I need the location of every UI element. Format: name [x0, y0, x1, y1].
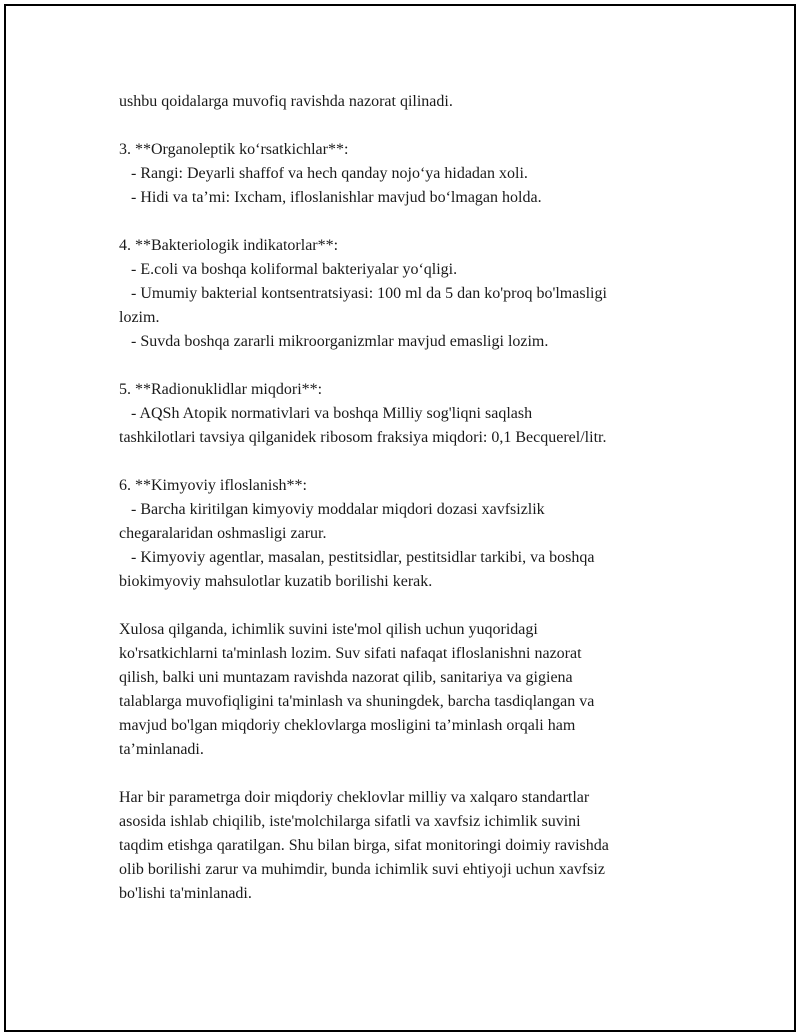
- list-item-continuation: chegaralaridan oshmasligi zarur.: [119, 525, 327, 542]
- section-heading: 6. **Kimyoviy ifloslanish**:: [119, 477, 307, 494]
- list-item: - Barcha kiritilgan kimyoviy moddalar miqdori dozasi xavfsizlik: [119, 501, 545, 518]
- text-line: asosida ishlab chiqilib, iste'molchilarga sifatli va xavfsiz ichimlik suvini: [119, 813, 581, 830]
- list-item: - AQSh Atopik normativlari va boshqa Milliy sog'liqni saqlash: [119, 405, 533, 422]
- section-heading: 4. **Bakteriologik indikatorlar**:: [119, 237, 339, 254]
- list-item: - Kimyoviy agentlar, masalan, pestitsidlar, pestitsidlar tarkibi, va boshqa: [119, 549, 595, 566]
- list-item-continuation: lozim.: [119, 309, 160, 326]
- text-line: taqdim etishga qaratilgan. Shu bilan birga, sifat monitoringi doimiy ravishda: [119, 837, 609, 854]
- list-item: - Hidi va ta’mi: Ixcham, ifloslanishlar mavjud bo‘lmagan holda.: [119, 189, 542, 206]
- paragraph-intro-tail: [119, 90, 699, 114]
- text-line: Har bir parametrga doir miqdoriy cheklovlar milliy va xalqaro standartlar: [119, 789, 590, 806]
- text-line: qilish, balki uni muntazam ravishda nazorat qilib, sanitariya va gigiena: [119, 669, 573, 686]
- list-item-continuation: biokimyoviy mahsulotlar kuzatib borilishi kerak.: [119, 573, 433, 590]
- text-line: olib borilishi zarur va muhimdir, bunda ichimlik suvi ehtiyoji uchun xavfsiz: [119, 861, 605, 878]
- text-line: bo'lishi ta'minlanadi.: [119, 885, 252, 902]
- list-item: - Suvda boshqa zararli mikroorganizmlar mavjud emasligi lozim.: [119, 333, 549, 350]
- paragraph-spacer: [119, 762, 699, 786]
- document-page: [4, 4, 796, 1032]
- paragraph-spacer: [119, 594, 699, 618]
- document-body: [119, 90, 699, 906]
- text-line: talablarga muvofiqligini ta'minlash va shuningdek, barcha tasdiqlangan va: [119, 693, 595, 710]
- list-item: - Umumiy bakterial kontsentratsiyasi: 100 ml da 5 dan ko'proq bo'lmasligi: [119, 285, 607, 302]
- section-3-organoleptic: [119, 138, 699, 210]
- paragraph-spacer: [119, 210, 699, 234]
- text-line: ko'rsatkichlarni ta'minlash lozim. Suv sifati nafaqat ifloslanishni nazorat: [119, 645, 582, 662]
- section-heading: 5. **Radionuklidlar miqdori**:: [119, 381, 323, 398]
- paragraph-spacer: [119, 450, 699, 474]
- text-line: ushbu qoidalarga muvofiq ravishda nazorat qilinadi.: [119, 93, 453, 110]
- text-line: ta’minlanadi.: [119, 741, 204, 758]
- section-6-chemical: [119, 474, 699, 594]
- paragraph-spacer: [119, 114, 699, 138]
- paragraph-final: [119, 786, 699, 906]
- text-line: Xulosa qilganda, ichimlik suvini iste'mol qilish uchun yuqoridagi: [119, 621, 538, 638]
- paragraph-spacer: [119, 354, 699, 378]
- paragraph-conclusion: [119, 618, 699, 762]
- list-item: - E.coli va boshqa koliformal bakteriyalar yo‘qligi.: [119, 261, 458, 278]
- section-heading: 3. **Organoleptik ko‘rsatkichlar**:: [119, 141, 349, 158]
- section-5-radionuclides: [119, 378, 699, 450]
- list-item: - Rangi: Deyarli shaffof va hech qanday nojo‘ya hidadan xoli.: [119, 165, 528, 182]
- section-4-bacteriological: [119, 234, 699, 354]
- list-item-continuation: tashkilotlari tavsiya qilganidek ribosom fraksiya miqdori: 0,1 Becquerel/litr.: [119, 429, 607, 446]
- text-line: mavjud bo'lgan miqdoriy cheklovlarga mosligini ta’minlash orqali ham: [119, 717, 576, 734]
